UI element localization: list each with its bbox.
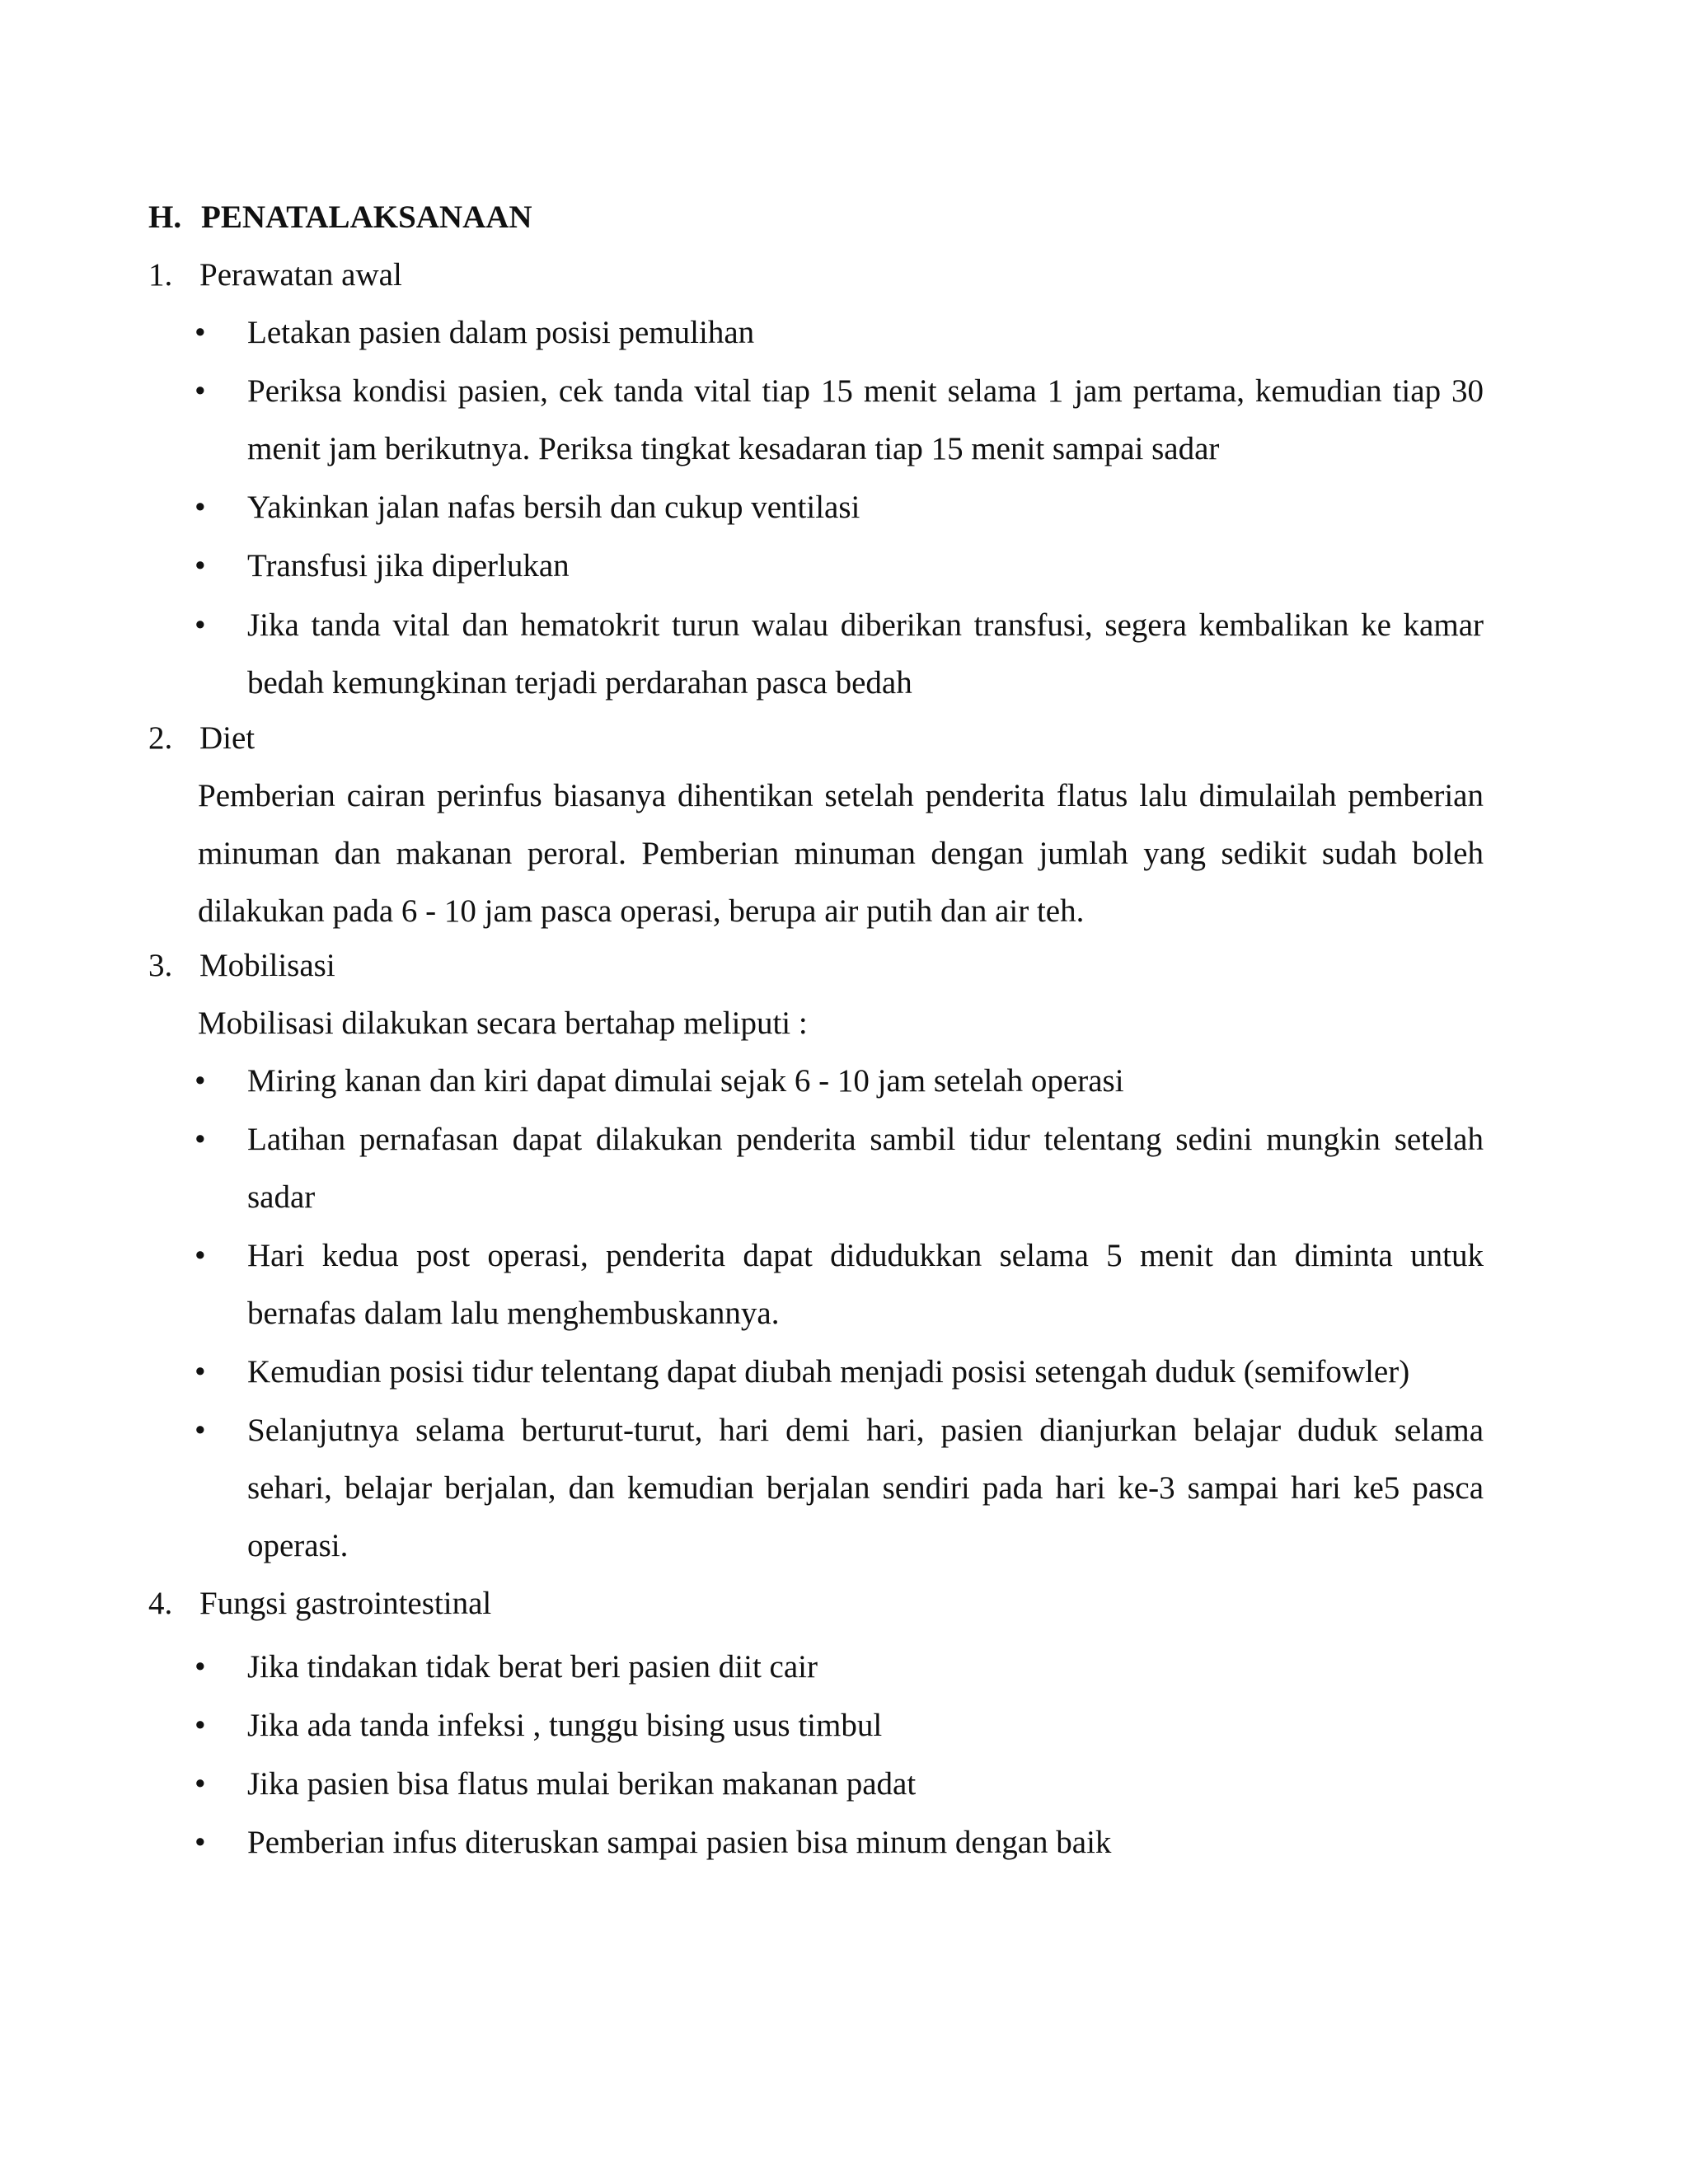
section-4-title: Fungsi gastrointestinal xyxy=(199,1586,492,1621)
bullet-marker: • xyxy=(195,490,206,525)
bullet-marker: • xyxy=(195,607,206,643)
section-4-bullet-1: Jika tindakan tidak berat beri pasien diit cair xyxy=(247,1649,818,1685)
section-3-bullet-3: Hari kedua post operasi, penderita dapat didudukkan selama 5 menit dan diminta untuk bernafas dalam lalu menghembuskannya. xyxy=(247,1238,1484,1331)
section-2-title: Diet xyxy=(199,720,256,756)
bullet-marker: • xyxy=(195,1238,206,1273)
section-4-bullet-2: Jika ada tanda infeksi , tunggu bising usus timbul xyxy=(247,1708,883,1743)
bullet-marker: • xyxy=(195,1354,206,1390)
heading-letter: H. xyxy=(148,199,182,235)
section-2-paragraph: Pemberian cairan perinfus biasanya dihentikan setelah penderita flatus lalu dimulailah pemberian minuman dan makanan peroral. Pemberian minuman dengan jumlah yang sedikit sudah boleh dilakukan pada 6 - 10 jam pasca operasi, berupa air putih dan air teh. xyxy=(198,778,1484,929)
bullet-marker: • xyxy=(195,1413,206,1448)
section-3-bullet-4: Kemudian posisi tidur telentang dapat diubah menjadi posisi setengah duduk (semifowler) xyxy=(247,1354,1410,1390)
bullet-marker: • xyxy=(195,1122,206,1157)
bullet-marker: • xyxy=(195,1708,206,1743)
section-1-bullet-2: Periksa kondisi pasien, cek tanda vital tiap 15 menit selama 1 jam pertama, kemudian tiap 30 menit jam berikutnya. Periksa tingkat kesadaran tiap 15 menit sampai sadar xyxy=(247,373,1484,466)
section-3-number: 3. xyxy=(148,948,173,983)
section-heading xyxy=(148,194,532,241)
section-2-number: 2. xyxy=(148,720,173,756)
bullet-marker: • xyxy=(195,1825,206,1860)
section-1-bullet-5: Jika tanda vital dan hematokrit turun walau diberikan transfusi, segera kembalikan ke kamar bedah kemungkinan terjadi perdarahan pasca bedah xyxy=(247,607,1484,701)
bullet-marker: • xyxy=(195,1766,206,1802)
section-1-bullet-3: Yakinkan jalan nafas bersih dan cukup ventilasi xyxy=(247,490,860,525)
section-4-bullet-4: Pemberian infus diteruskan sampai pasien bisa minum dengan baik xyxy=(247,1825,1112,1860)
section-3-paragraph: Mobilisasi dilakukan secara bertahap meliputi : xyxy=(198,1005,808,1041)
bullet-marker: • xyxy=(195,373,206,409)
section-1-number: 1. xyxy=(148,257,173,293)
section-3-bullet-5: Selanjutnya selama berturut-turut, hari demi hari, pasien dianjurkan belajar duduk selama sehari, belajar berjalan, dan kemudian berjalan sendiri pada hari ke-3 sampai hari ke5 pasca operasi. xyxy=(247,1413,1484,1563)
section-1-title: Perawatan awal xyxy=(199,257,402,293)
bullet-marker: • xyxy=(195,1063,206,1099)
section-3-bullet-2: Latihan pernafasan dapat dilakukan penderita sambil tidur telentang sedini mungkin setelah sadar xyxy=(247,1122,1484,1215)
section-1-bullet-4: Transfusi jika diperlukan xyxy=(247,548,570,583)
section-3-bullet-1: Miring kanan dan kiri dapat dimulai sejak 6 - 10 jam setelah operasi xyxy=(247,1063,1124,1099)
section-4-bullet-3: Jika pasien bisa flatus mulai berikan makanan padat xyxy=(247,1766,917,1802)
section-4-number: 4. xyxy=(148,1586,173,1621)
section-1-bullet-1: Letakan pasien dalam posisi pemulihan xyxy=(247,315,755,350)
bullet-marker: • xyxy=(195,548,206,583)
bullet-marker: • xyxy=(195,315,206,350)
heading-title: PENATALAKSANAAN xyxy=(201,199,532,235)
bullet-marker: • xyxy=(195,1649,206,1685)
section-3-title: Mobilisasi xyxy=(199,948,335,983)
